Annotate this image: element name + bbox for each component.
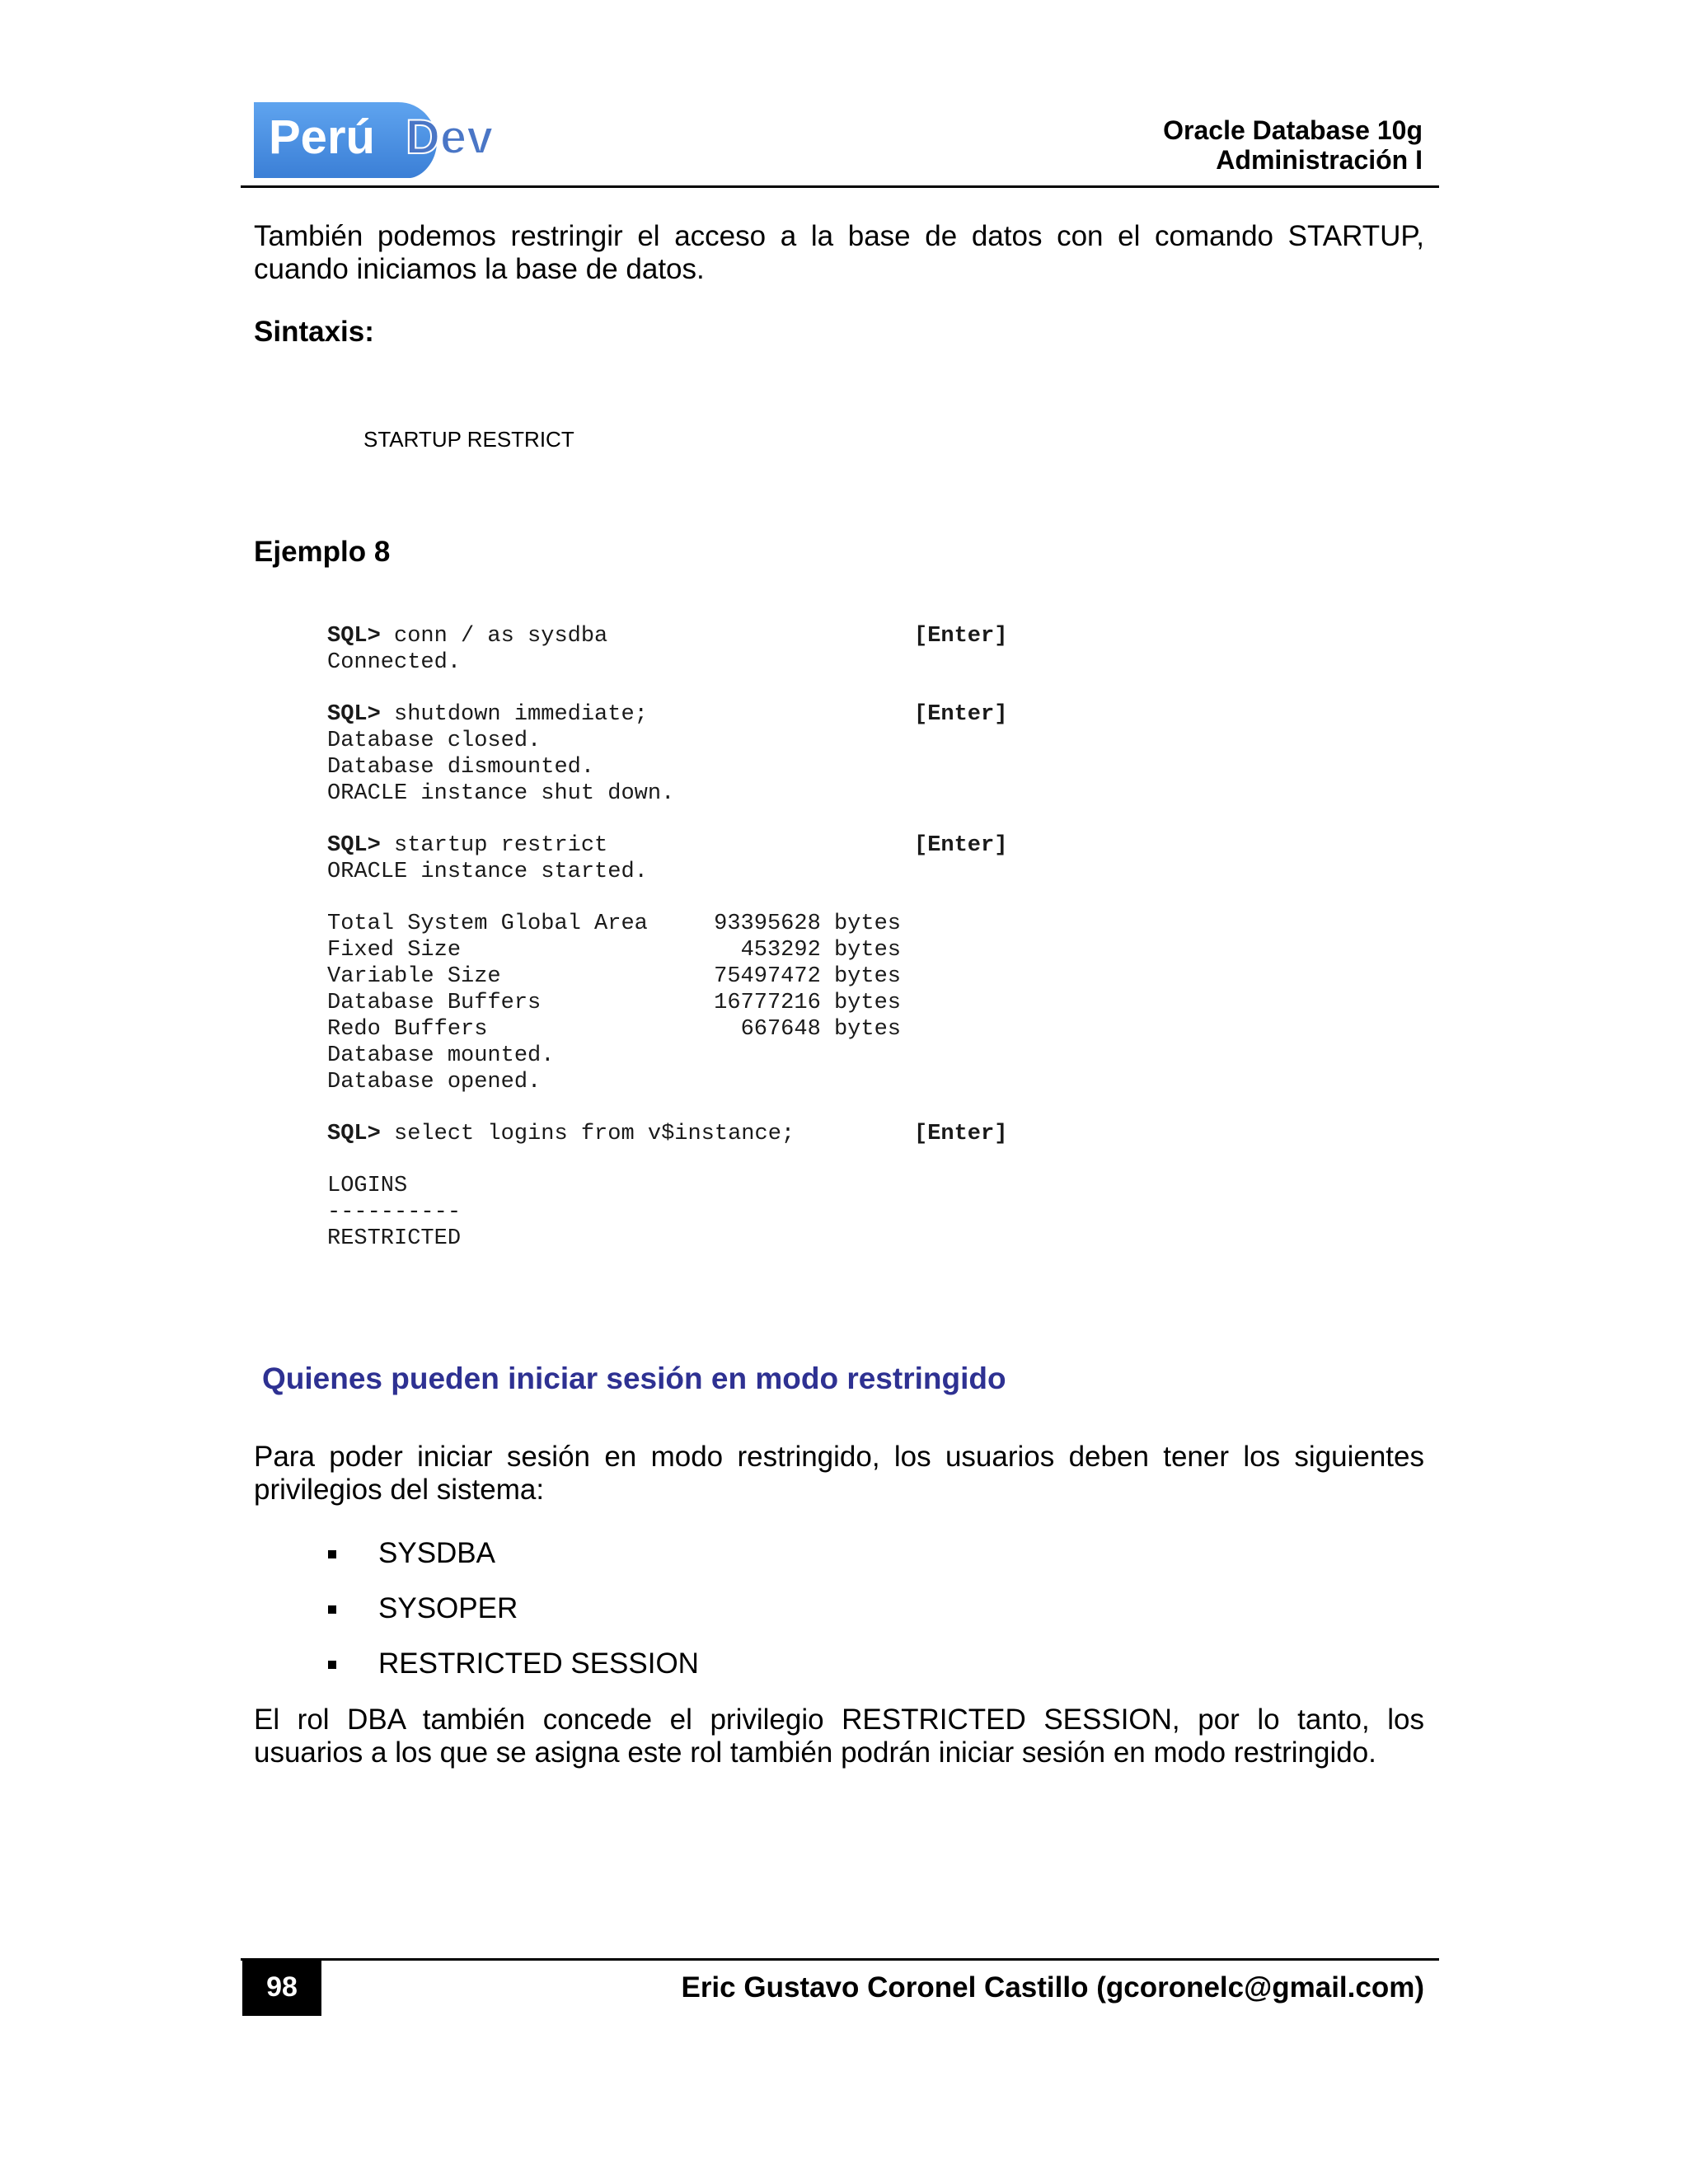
logo-text-peru: Perú xyxy=(269,110,375,164)
header-divider xyxy=(241,185,1439,188)
sga-row: Redo Buffers 667648 bytes xyxy=(327,1017,901,1042)
sga-row: Database Buffers 16777216 bytes xyxy=(327,991,901,1015)
result-value: RESTRICTED xyxy=(327,1226,462,1251)
syntax-command: STARTUP RESTRICT xyxy=(363,427,574,452)
code-output: Database closed. xyxy=(327,729,542,753)
code-line-cmd1: SQL> conn / as sysdba [Enter] xyxy=(327,624,1008,649)
result-separator: ---------- xyxy=(327,1200,462,1225)
code-output: ORACLE instance started. xyxy=(327,860,648,884)
bullet-square-icon xyxy=(328,1661,336,1669)
code-line-cmd4: SQL> select logins from v$instance; [Enter] xyxy=(327,1122,1008,1146)
example-label: Ejemplo 8 xyxy=(254,536,391,568)
result-header: LOGINS xyxy=(327,1174,408,1198)
sga-row: Total System Global Area 93395628 bytes xyxy=(327,912,901,936)
code-line-cmd2: SQL> shutdown immediate; [Enter] xyxy=(327,702,1008,727)
peru-dev-logo xyxy=(254,101,526,180)
bullet-square-icon xyxy=(328,1550,336,1558)
section-heading: Quienes pueden iniciar sesión en modo restringido xyxy=(262,1361,1006,1395)
bullet-square-icon xyxy=(328,1605,336,1614)
code-output: Database mounted. xyxy=(327,1043,555,1068)
header-title-line2: Administración I xyxy=(1216,145,1423,175)
sga-row: Variable Size 75497472 bytes xyxy=(327,964,901,989)
logo-text-dev: Dev xyxy=(406,110,494,164)
section-paragraph: Para poder iniciar sesión en modo restringido, los usuarios deben tener los siguientes privilegios del sistema: xyxy=(254,1441,1424,1506)
code-output: ORACLE instance shut down. xyxy=(327,781,675,806)
page-number: 98 xyxy=(242,1958,321,2016)
sql-session-code xyxy=(327,623,1008,1252)
code-output: Database dismounted. xyxy=(327,755,595,780)
code-line-cmd3: SQL> startup restrict [Enter] xyxy=(327,833,1008,858)
intro-paragraph: También podemos restringir el acceso a la base de datos con el comando STARTUP, cuando iniciamos la base de datos. xyxy=(254,220,1424,285)
header-title-line1: Oracle Database 10g xyxy=(1163,115,1423,145)
closing-paragraph: El rol DBA también concede el privilegio RESTRICTED SESSION, por lo tanto, los usuarios a los que se asigna este rol también podrán iniciar sesión en modo restringido. xyxy=(254,1704,1424,1769)
document-header-title xyxy=(1163,115,1423,175)
syntax-label: Sintaxis: xyxy=(254,316,374,348)
code-output: Connected. xyxy=(327,650,462,675)
footer-divider xyxy=(241,1958,1439,1961)
sga-row: Fixed Size 453292 bytes xyxy=(327,938,901,963)
code-output: Database opened. xyxy=(327,1070,542,1094)
footer-author: Eric Gustavo Coronel Castillo (gcoronelc@gmail.com) xyxy=(681,1971,1424,2004)
document-page: Perú Dev Oracle Database 10g Administración I También podemos restringir el acceso a la base de datos con el comando STARTUP, cuando iniciamos la base de datos. Sintaxis: STARTUP RESTRICT Ejemplo 8 SQL> conn / as sysdba [Enter] Connected. SQL> shutdown immediate; [Enter] Database closed. Database dismounted. ORACLE instance shut down. SQL> startup restrict [Enter] ORACLE instance started. Total System Global Area 93395628 bytes Fixed Size 453292 bytes Variable Size 75497472 bytes Database Buffers 16777216 bytes Redo Buffers 667648 bytes Database mounted. Database opened. SQL> select logins from v$instance; [Enter] LOGINS ---------- RESTRICTED Quienes pueden iniciar sesión en modo restringido Para poder iniciar sesión en modo restringido, los usuarios deben tener los siguientes privilegios del sistema: SYSDBA SYSOPER RESTRICTED SESSION El rol DBA también concede el privilegio RESTRICTED SESSION, por lo tanto, los usuarios a los que se asigna este rol también podrán iniciar sesión en modo restringido. 98 Eric Gustavo Coronel Castillo (gcoronelc@gmail.com) xyxy=(0,0,1688,2184)
